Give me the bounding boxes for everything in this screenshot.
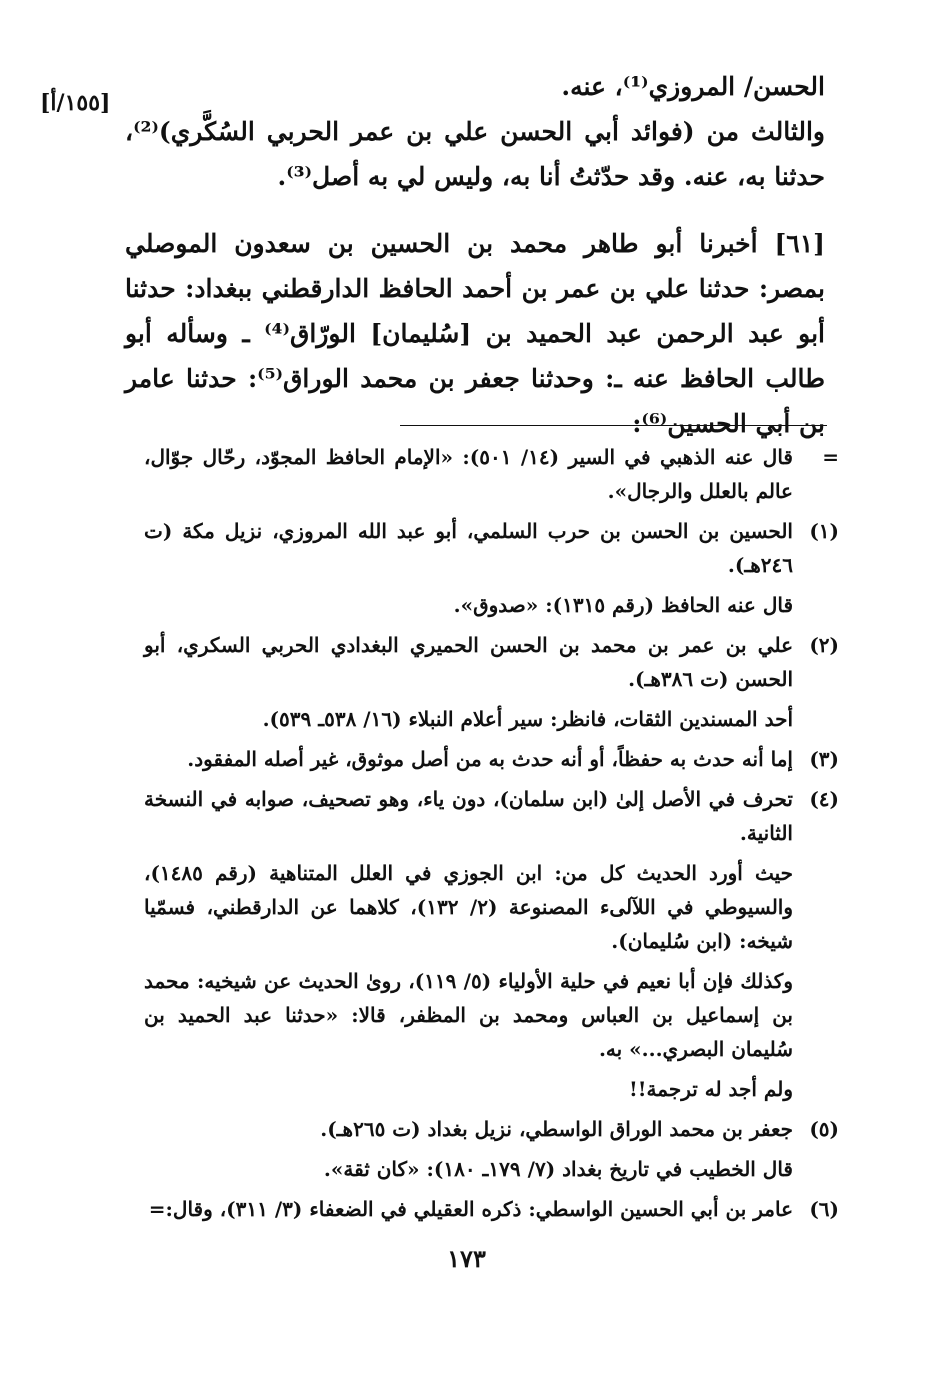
footnote-text: إما أنه حدث به حفظاً، أو أنه حدث به من أصل موثوق، غير أصله المفقود. <box>187 747 793 771</box>
footnote-text: عامر بن أبي الحسين الواسطي: ذكره العقيلي في الضعفاء (٣/ ٣١١)، وقال:= <box>148 1197 793 1221</box>
footnotes <box>144 440 839 1232</box>
folio-marker: [١٥٥/أ] <box>40 90 111 116</box>
footnote-5-continuation: قال الخطيب في تاريخ بغداد (٧/ ١٧٩ـ ١٨٠): «كان ثقة». <box>323 1157 793 1181</box>
footnote-carryover <box>144 440 839 508</box>
footnote-divider <box>400 425 827 426</box>
main-paragraph-1: الحسن/ المروزي⁽¹⁾، عنه. <box>561 72 825 101</box>
footnote-2 <box>144 628 839 696</box>
footnote-6 <box>144 1192 839 1226</box>
footnote-text: الحسين بن الحسن بن حرب السلمي، أبو عبد الله المروزي، نزيل مكة (ت ٢٤٦هـ). <box>144 519 793 577</box>
footnote-carry-marker: = <box>822 445 839 469</box>
footnote-text: تحرف في الأصل إلىٰ (ابن سلمان)، دون ياء، وهو تصحيف، صوابه في النسخة الثانية. <box>144 787 793 845</box>
main-paragraph-3: [٦١] أخبرنا أبو طاهر محمد بن الحسين بن سعدون الموصلي بمصر: حدثنا علي بن عمر بن أحمد الحافظ الدارقطني ببغداد: حدثنا أبو عبد الرحمن عبد الحميد بن [سُليمان] الورّاق⁽⁴⁾ ـ وسأله أبو طالب الحافظ عنه ـ: وحدثنا جعفر بن محمد الوراق⁽⁵⁾: حدثنا عامر بن أبي الحسين⁽⁶⁾: <box>125 229 826 438</box>
footnote-2-continuation: أحد المسندين الثقات، فانظر: سير أعلام النبلاء (١٦/ ٥٣٨ـ ٥٣٩). <box>262 707 793 731</box>
footnote-carry-text: قال عنه الذهبي في السير (١٤/ ٥٠١): «الإمام الحافظ المجوّد، رحّال جوّال، عالم بالعلل والرجال». <box>144 445 793 503</box>
footnote-4-continuation-2: وكذلك فإن أبا نعيم في حلية الأولياء (٥/ ١١٩)، روىٰ الحديث عن شيخيه: محمد بن إسماعيل بن العباس ومحمد بن المظفر، قالا: «حدثنا عبد الحميد بن سُليمان البصري...» به. <box>144 969 794 1061</box>
footnote-text: جعفر بن محمد الوراق الواسطي، نزيل بغداد (ت ٢٦٥هـ). <box>320 1117 793 1141</box>
footnote-number: (٣) <box>809 747 839 771</box>
footnote-4 <box>144 782 839 850</box>
main-paragraph-2: والثالث من (فوائد أبي الحسن علي بن عمر الحربي السُكَّري)⁽²⁾، حدثنا به، عنه. وقد حدّثتُ أنا به، وليس لي به أصل⁽³⁾. <box>125 117 825 191</box>
footnote-number: (١) <box>809 519 839 543</box>
footnote-1 <box>144 514 839 582</box>
footnote-text: علي بن عمر بن محمد بن الحسن الحميري البغدادي الحربي السكري، أبو الحسن (ت ٣٨٦هـ). <box>144 633 794 691</box>
footnote-number: (٦) <box>809 1197 839 1221</box>
footnote-4-continuation-1: حيث أورد الحديث كل من: ابن الجوزي في العلل المتناهية (رقم ١٤٨٥)، والسيوطي في اللآلىء المصنوعة (٢/ ١٣٢)، كلاهما عن الدارقطني، فسمّيا شيخه: (ابن سُليمان). <box>144 861 794 953</box>
footnote-number: (٢) <box>809 633 839 657</box>
footnote-4-continuation-3: ولم أجد له ترجمة!! <box>629 1077 793 1101</box>
page-number: ١٧٣ <box>447 1244 486 1273</box>
footnote-number: (٤) <box>809 787 839 811</box>
footnote-5 <box>144 1112 839 1146</box>
footnote-1-continuation: قال عنه الحافظ (رقم ١٣١٥): «صدوق». <box>453 593 793 617</box>
footnote-3 <box>144 742 839 776</box>
main-text <box>125 64 825 446</box>
footnote-number: (٥) <box>809 1117 839 1141</box>
